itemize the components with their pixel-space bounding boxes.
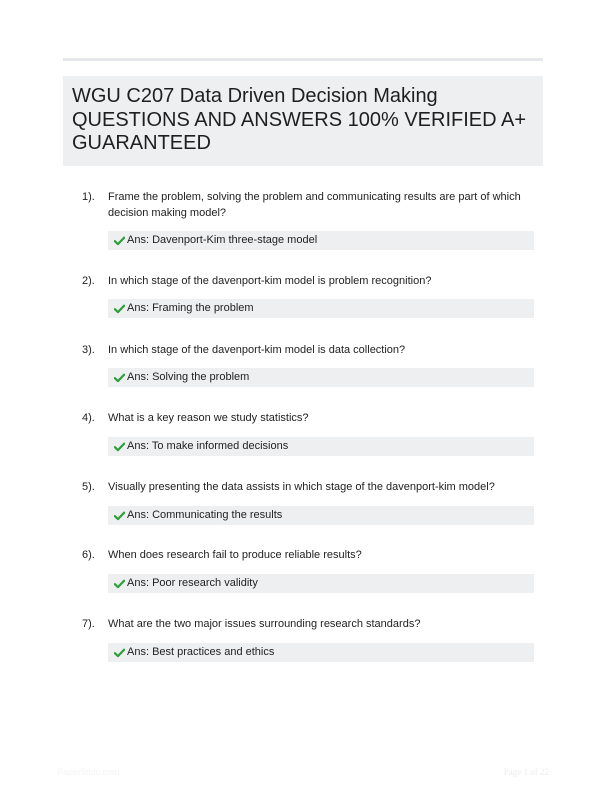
question-number: 5). [82, 481, 95, 493]
page-number: Page 1 of 22 [503, 767, 549, 777]
question-text: In which stage of the davenport-kim model is data collection? [108, 344, 406, 356]
answer-text: Ans: Poor research validity [127, 577, 258, 589]
question-text: What are the two major issues surrounding research standards? [108, 618, 421, 630]
answer-box [108, 506, 534, 525]
check-icon [114, 373, 125, 383]
question-text: Frame the problem, solving the problem and communicating results are part of which decision making model? [108, 191, 521, 219]
question-text: In which stage of the davenport-kim model is problem recognition? [108, 275, 432, 287]
check-icon [114, 236, 125, 246]
question-number: 3). [82, 344, 95, 356]
document-title: WGU C207 Data Driven Decision Making QUESTIONS AND ANSWERS 100% VERIFIED A+ GUARANTEED [72, 85, 527, 154]
answer-text: Ans: Framing the problem [127, 302, 254, 314]
answer-text: Ans: Solving the problem [127, 371, 250, 383]
check-icon [114, 648, 125, 658]
question-text: When does research fail to produce reliable results? [108, 549, 362, 561]
question-number: 6). [82, 549, 95, 561]
footer-watermark: Paper5tblc.com [57, 767, 120, 777]
answer-box [108, 574, 534, 593]
answer-text: Ans: Best practices and ethics [127, 646, 275, 658]
answer-box [108, 299, 534, 318]
question-number: 7). [82, 618, 95, 630]
answer-text: Ans: To make informed decisions [127, 440, 289, 452]
check-icon [114, 511, 125, 521]
answer-box [108, 368, 534, 387]
check-icon [114, 304, 125, 314]
question-number: 2). [82, 275, 95, 287]
check-icon [114, 579, 125, 589]
question-text: What is a key reason we study statistics? [108, 412, 309, 424]
answer-box [108, 231, 534, 250]
question-text: Visually presenting the data assists in which stage of the davenport-kim model? [108, 481, 495, 493]
question-number: 4). [82, 412, 95, 424]
answer-text: Ans: Communicating the results [127, 509, 283, 521]
check-icon [114, 442, 125, 452]
answer-box [108, 437, 534, 456]
question-number: 1). [82, 191, 95, 203]
answer-text: Ans: Davenport-Kim three-stage model [127, 234, 318, 246]
answer-box [108, 643, 534, 662]
